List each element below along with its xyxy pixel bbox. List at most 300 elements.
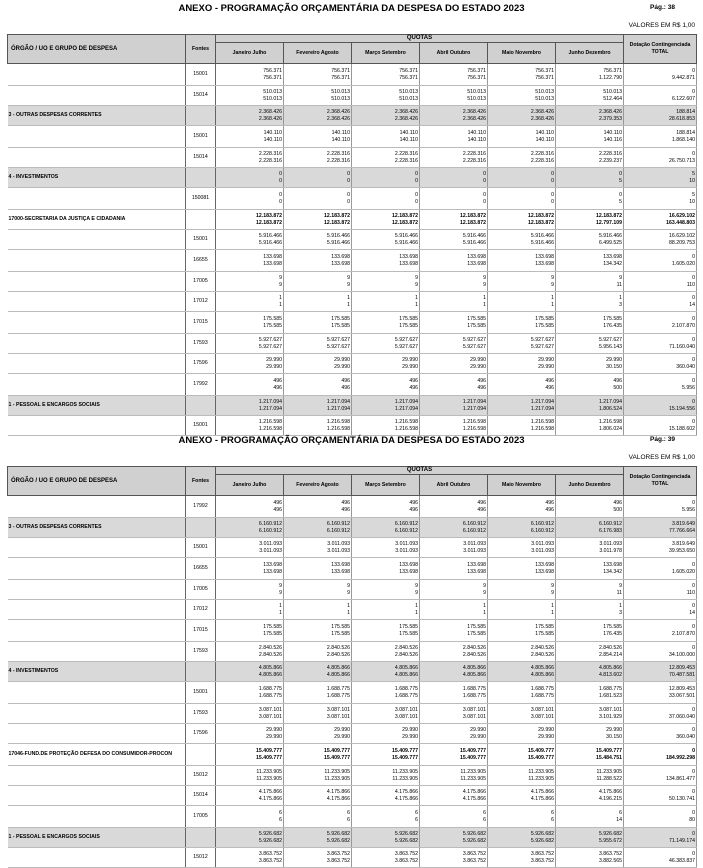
value-first-half: 0 (692, 810, 696, 817)
value-second-half: 29.990 (470, 733, 486, 740)
value-first-half: 4.175.866 (462, 789, 486, 796)
value-first-half: 0 (692, 831, 696, 838)
value-first-half: 1.217.094 (326, 399, 350, 406)
value-first-half: 133.698 (603, 562, 623, 569)
quota-cell (488, 106, 556, 126)
quota-cell (556, 848, 624, 868)
value-second-half: 29.990 (266, 733, 282, 740)
value-first-half: 133.698 (603, 254, 623, 261)
value-first-half: 9 (483, 583, 486, 590)
value-first-half: 29.990 (334, 727, 350, 734)
value-second-half: 2.368.426 (394, 115, 418, 122)
row-label (8, 126, 186, 148)
quota-cell (556, 312, 624, 334)
value-second-half: 9 (415, 281, 418, 288)
value-second-half: 496 (477, 384, 486, 391)
value-first-half: 3.087.101 (530, 707, 554, 714)
total-cell (624, 86, 697, 106)
quota-cell (352, 848, 420, 868)
budget-table (7, 34, 697, 436)
quota-cell (488, 168, 556, 188)
quota-cell (420, 292, 488, 312)
value-second-half: 12.797.109 (596, 219, 623, 226)
value-second-half: 3.863.752 (326, 857, 350, 864)
value-first-half: 29.990 (266, 727, 282, 734)
quota-cell (216, 620, 284, 642)
value-first-half: 5.916.466 (530, 233, 554, 240)
value-second-half: 6.160.912 (258, 527, 282, 534)
fonte-code: 16655 (186, 558, 216, 580)
value-first-half: 16.629.102 (669, 233, 696, 240)
row-label: 4 - INVESTIMENTOS (8, 168, 186, 188)
value-first-half: 4.175.866 (530, 789, 554, 796)
fonte-code: 15001 (186, 682, 216, 704)
quota-cell (284, 806, 352, 828)
quota-cell (352, 766, 420, 786)
quota-cell (352, 620, 420, 642)
value-second-half: 6 (279, 816, 282, 823)
quota-cell (284, 210, 352, 230)
row-label (8, 64, 186, 86)
value-first-half: 29.990 (470, 357, 486, 364)
value-second-half: 500 (613, 506, 623, 513)
value-first-half: 3.863.752 (530, 851, 554, 858)
value-first-half: 0 (692, 851, 696, 858)
quota-cell (488, 148, 556, 168)
quota-cell (284, 230, 352, 250)
fonte-code: 150081 (186, 188, 216, 210)
value-first-half: 0 (692, 645, 696, 652)
value-second-half: 14 (689, 301, 696, 308)
value-first-half: 0 (551, 171, 554, 178)
source-row (8, 682, 697, 704)
row-label (8, 786, 186, 806)
quota-cell (216, 558, 284, 580)
row-label (8, 250, 186, 272)
value-second-half: 510.013 (399, 95, 418, 102)
value-second-half: 4.175.866 (326, 795, 350, 802)
value-second-half: 500 (613, 384, 623, 391)
value-second-half: 510.013 (263, 95, 282, 102)
value-second-half: 2.840.526 (326, 651, 350, 658)
value-second-half: 1.605.020 (671, 260, 696, 267)
column-header-org: ÓRGÃO / UO E GRUPO DE DESPESA (8, 467, 186, 496)
value-first-half: 140.110 (467, 130, 486, 137)
fonte-code (186, 744, 216, 766)
value-second-half: 37.060.040 (669, 713, 696, 720)
value-second-half: 5.927.627 (394, 343, 418, 350)
quota-cell (488, 334, 556, 354)
value-first-half: 4.805.866 (462, 665, 486, 672)
value-second-half: 6.160.912 (530, 527, 554, 534)
quota-cell (556, 64, 624, 86)
value-first-half: 0 (692, 562, 696, 569)
quota-cell (556, 558, 624, 580)
quota-cell (216, 64, 284, 86)
quota-cell (352, 148, 420, 168)
quota-cell (216, 354, 284, 374)
value-first-half: 5 (692, 171, 696, 178)
quota-cell (352, 786, 420, 806)
value-second-half: 1.216.598 (326, 425, 350, 432)
value-first-half: 0 (692, 748, 696, 755)
quota-cell (352, 126, 420, 148)
fonte-code: 15014 (186, 148, 216, 168)
quota-cell (284, 558, 352, 580)
value-first-half: 2.228.316 (394, 151, 418, 158)
value-second-half: 1 (551, 301, 554, 308)
value-first-half: 2.368.426 (598, 109, 623, 116)
quota-cell (216, 538, 284, 558)
quota-cell (556, 518, 624, 538)
fonte-code: 17005 (186, 580, 216, 600)
value-first-half: 133.698 (399, 562, 418, 569)
value-second-half: 4.196.215 (598, 795, 623, 802)
value-first-half: 3.087.101 (394, 707, 418, 714)
quota-cell (420, 848, 488, 868)
value-second-half: 140.116 (603, 136, 623, 143)
quota-cell (556, 148, 624, 168)
value-second-half: 3.087.101 (462, 713, 486, 720)
fonte-code (186, 828, 216, 848)
quota-cell (284, 250, 352, 272)
row-label (8, 312, 186, 334)
value-second-half: 1.688.775 (258, 692, 282, 699)
quota-cell (352, 682, 420, 704)
quota-cell (556, 828, 624, 848)
quota-cell (284, 518, 352, 538)
value-first-half: 175.585 (399, 624, 418, 631)
value-second-half: 175.585 (331, 630, 350, 637)
value-first-half: 133.698 (535, 254, 554, 261)
quota-cell (420, 148, 488, 168)
quota-cell (420, 744, 488, 766)
value-first-half: 1.688.775 (598, 686, 623, 693)
value-second-half: 6.122.607 (671, 95, 696, 102)
fonte-code: 17596 (186, 724, 216, 744)
value-second-half: 175.585 (535, 322, 554, 329)
quota-cell (284, 374, 352, 396)
quota-cell (420, 230, 488, 250)
total-cell (624, 396, 697, 416)
value-second-half: 3.011.093 (259, 547, 282, 554)
value-second-half: 140.110 (535, 136, 554, 143)
value-first-half: 0 (483, 171, 486, 178)
value-first-half: 5.926.682 (530, 831, 554, 838)
source-row (8, 620, 697, 642)
quota-cell (352, 558, 420, 580)
value-first-half: 6 (279, 810, 282, 817)
value-first-half: 6.160.912 (326, 521, 350, 528)
row-label (8, 848, 186, 868)
value-second-half: 1 (483, 609, 486, 616)
total-cell (624, 642, 697, 662)
value-second-half: 5.956.143 (598, 343, 623, 350)
quota-cell (556, 806, 624, 828)
value-second-half: 510.013 (331, 95, 350, 102)
fonte-code: 15001 (186, 416, 216, 436)
quota-cell (556, 374, 624, 396)
group-row (8, 744, 697, 766)
value-second-half: 0 (347, 177, 350, 184)
quota-cell (556, 724, 624, 744)
quota-cell (284, 148, 352, 168)
value-second-half: 1.216.598 (258, 425, 282, 432)
value-first-half: 1 (415, 295, 418, 302)
value-second-half: 2.368.426 (326, 115, 350, 122)
value-first-half: 16.629.102 (669, 213, 696, 220)
quota-cell (216, 662, 284, 682)
value-second-half: 5.927.627 (258, 343, 282, 350)
quota-cell (556, 168, 624, 188)
fonte-code: 17005 (186, 806, 216, 828)
value-second-half: 6.160.912 (394, 527, 418, 534)
value-first-half: 2.840.526 (598, 645, 623, 652)
value-first-half: 4.175.866 (326, 789, 350, 796)
value-second-half: 134.342 (603, 568, 623, 575)
value-second-half: 1 (551, 609, 554, 616)
quota-cell (420, 518, 488, 538)
value-first-half: 2.368.426 (462, 109, 486, 116)
value-second-half: 2.840.526 (462, 651, 486, 658)
source-row (8, 374, 697, 396)
value-second-half: 1.217.094 (326, 405, 350, 412)
value-second-half: 163.448.803 (666, 219, 696, 226)
quota-cell (488, 786, 556, 806)
value-first-half: 1.216.598 (462, 419, 486, 426)
value-second-half: 5.956 (682, 506, 696, 513)
quota-cell (420, 682, 488, 704)
quota-cell (420, 538, 488, 558)
source-row (8, 86, 697, 106)
value-first-half: 0 (279, 192, 282, 199)
quota-cell (352, 744, 420, 766)
value-first-half: 6.160.912 (462, 521, 486, 528)
source-row (8, 786, 697, 806)
value-first-half: 0 (692, 769, 696, 776)
quota-cell (556, 334, 624, 354)
value-second-half: 2.228.316 (530, 157, 554, 164)
row-label (8, 642, 186, 662)
quota-cell (352, 538, 420, 558)
value-first-half: 1 (415, 603, 418, 610)
value-first-half: 15.409.777 (460, 748, 486, 755)
value-second-half: 9 (551, 281, 554, 288)
quota-cell (420, 496, 488, 518)
value-second-half: 510.013 (535, 95, 554, 102)
total-cell (624, 496, 697, 518)
value-second-half: 0 (347, 198, 350, 205)
fonte-code: 17593 (186, 334, 216, 354)
quota-cell (488, 828, 556, 848)
value-second-half: 756.371 (467, 74, 486, 81)
quota-cell (556, 292, 624, 312)
value-first-half: 1.688.775 (258, 686, 282, 693)
value-first-half: 29.990 (538, 727, 554, 734)
value-first-half: 0 (692, 151, 696, 158)
value-first-half: 29.990 (334, 357, 350, 364)
total-cell (624, 600, 697, 620)
total-cell (624, 682, 697, 704)
value-first-half: 1.216.598 (258, 419, 282, 426)
value-first-half: 6 (483, 810, 486, 817)
quota-cell (352, 106, 420, 126)
value-first-half: 6 (415, 810, 418, 817)
value-second-half: 14 (616, 816, 623, 823)
quota-cell (352, 374, 420, 396)
quota-cell (488, 126, 556, 148)
group-row (8, 210, 697, 230)
value-second-half: 12.183.872 (528, 219, 554, 226)
row-label: 3 - OUTRAS DESPESAS CORRENTES (8, 106, 186, 126)
value-second-half: 29.990 (266, 363, 282, 370)
quota-cell (488, 374, 556, 396)
quota-cell (556, 396, 624, 416)
quota-cell (216, 210, 284, 230)
value-second-half: 15.484.751 (596, 754, 623, 761)
value-second-half: 1 (279, 301, 282, 308)
quota-cell (488, 724, 556, 744)
value-first-half: 756.371 (331, 68, 350, 75)
total-cell (624, 848, 697, 868)
value-second-half: 9 (347, 281, 350, 288)
row-label: 17046-FUND.DE PROTEÇÃO DEFESA DO CONSUMIDOR-PROCON (8, 744, 186, 766)
value-second-half: 2.840.526 (530, 651, 554, 658)
value-first-half: 3.819.649 (671, 521, 696, 528)
value-first-half: 6.160.912 (598, 521, 623, 528)
total-cell (624, 272, 697, 292)
value-first-half: 9 (551, 275, 554, 282)
value-second-half: 4.175.866 (394, 795, 418, 802)
value-first-half: 11.233.905 (324, 769, 350, 776)
quota-cell (556, 126, 624, 148)
value-second-half: 3.011.093 (395, 547, 418, 554)
quota-cell (488, 230, 556, 250)
value-first-half: 15.409.777 (528, 748, 554, 755)
group-row (8, 106, 697, 126)
column-header-month-5: Maio Novembro (488, 475, 556, 496)
value-second-half: 0 (483, 177, 486, 184)
quota-cell (216, 786, 284, 806)
row-label: 3 - OUTRAS DESPESAS CORRENTES (8, 518, 186, 538)
value-first-half: 0 (692, 624, 696, 631)
quota-cell (284, 538, 352, 558)
value-first-half: 175.585 (263, 624, 282, 631)
value-second-half: 3.863.752 (258, 857, 282, 864)
quota-cell (556, 188, 624, 210)
value-first-half: 510.013 (603, 89, 623, 96)
value-second-half: 1 (279, 609, 282, 616)
quota-cell (284, 64, 352, 86)
value-second-half: 756.371 (399, 74, 418, 81)
value-first-half: 0 (692, 500, 696, 507)
fonte-code: 17005 (186, 272, 216, 292)
value-second-half: 133.698 (263, 260, 282, 267)
value-second-half: 184.992.298 (666, 754, 696, 761)
value-second-half: 5.926.682 (530, 837, 554, 844)
column-header-month-5: Maio Novembro (488, 43, 556, 64)
total-cell (624, 250, 697, 272)
value-second-half: 9 (279, 589, 282, 596)
value-first-half: 0 (347, 192, 350, 199)
value-second-half: 77.766.664 (669, 527, 696, 534)
total-cell (624, 580, 697, 600)
quota-cell (556, 272, 624, 292)
quota-cell (420, 86, 488, 106)
value-second-half: 29.990 (538, 733, 554, 740)
value-first-half: 1.216.598 (598, 419, 623, 426)
value-second-half: 756.371 (263, 74, 282, 81)
value-first-half: 756.371 (263, 68, 282, 75)
value-second-half: 0 (279, 198, 282, 205)
value-second-half: 12.183.872 (324, 219, 350, 226)
value-second-half: 15.409.777 (256, 754, 282, 761)
quota-cell (488, 312, 556, 334)
quota-cell (216, 126, 284, 148)
source-row (8, 230, 697, 250)
quota-cell (488, 538, 556, 558)
value-first-half: 29.990 (606, 357, 623, 364)
value-second-half: 0 (483, 198, 486, 205)
quota-cell (216, 334, 284, 354)
value-first-half: 9 (551, 583, 554, 590)
row-label (8, 806, 186, 828)
page-label: Pág.: (650, 436, 666, 443)
value-first-half: 15.409.777 (596, 748, 623, 755)
value-first-half: 2.368.426 (530, 109, 554, 116)
fonte-code: 17992 (186, 496, 216, 518)
quota-cell (216, 848, 284, 868)
value-second-half: 9.442.871 (671, 74, 696, 81)
value-first-half: 496 (409, 378, 418, 385)
quota-cell (284, 168, 352, 188)
value-first-half: 0 (692, 583, 696, 590)
quota-cell (556, 86, 624, 106)
value-first-half: 5.916.466 (394, 233, 418, 240)
value-second-half: 5.927.627 (326, 343, 350, 350)
value-first-half: 175.585 (331, 316, 350, 323)
value-second-half: 5.926.682 (326, 837, 350, 844)
column-header-month-3: Março Setembro (352, 43, 420, 64)
value-first-half: 510.013 (263, 89, 282, 96)
value-first-half: 0 (692, 357, 696, 364)
value-second-half: 5.926.682 (462, 837, 486, 844)
value-second-half: 133.698 (535, 260, 554, 267)
value-first-half: 5.926.682 (326, 831, 350, 838)
value-second-half: 12.183.872 (460, 219, 486, 226)
value-first-half: 5.926.682 (462, 831, 486, 838)
quota-cell (488, 354, 556, 374)
quota-cell (216, 744, 284, 766)
quota-cell (420, 354, 488, 374)
total-cell (624, 828, 697, 848)
quota-cell (284, 724, 352, 744)
value-first-half: 1 (619, 603, 623, 610)
quota-cell (556, 354, 624, 374)
quota-cell (284, 106, 352, 126)
value-first-half: 0 (692, 419, 696, 426)
total-cell (624, 704, 697, 724)
column-header-fontes: Fontes (186, 467, 216, 496)
value-second-half: 6.160.912 (462, 527, 486, 534)
value-second-half: 175.585 (399, 322, 418, 329)
quota-cell (556, 496, 624, 518)
quota-cell (556, 662, 624, 682)
quota-cell (216, 766, 284, 786)
quota-cell (420, 334, 488, 354)
value-first-half: 1.688.775 (530, 686, 554, 693)
value-first-half: 3.863.752 (394, 851, 418, 858)
